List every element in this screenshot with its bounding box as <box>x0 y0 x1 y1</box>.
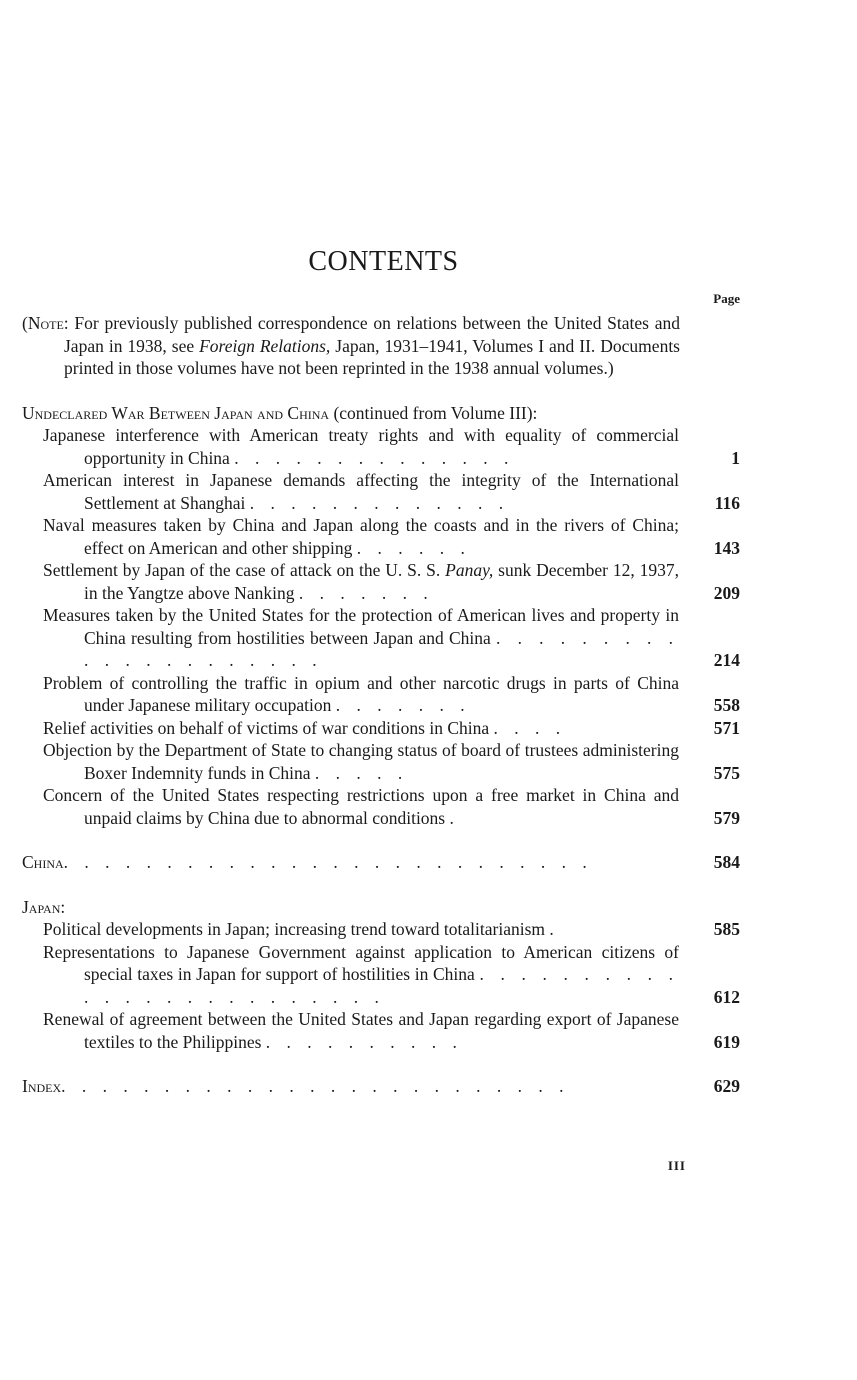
page-number: 584 <box>713 852 740 872</box>
page-title: CONTENTS <box>308 246 459 277</box>
section-index <box>22 1075 740 1098</box>
toc-entry[interactable]: Japanese interference with American treaty rights and with equality of commercial opportunity in China . . . . . . . . . . . . . . 1 <box>43 425 740 468</box>
toc-entry[interactable]: Objection by the Department of State to changing status of board of trustees administering Boxer Indemnity funds in China . . . . . 575 <box>43 740 740 783</box>
toc-entry[interactable]: Political developments in Japan; increasing trend toward totalitarianism . 585 <box>43 919 740 939</box>
section-heading: Japan: <box>22 896 66 917</box>
editorial-note: (Note: For previously published correspondence on relations between the United States and Japan in 1938, see Foreign Relations, Japan, 1931–1941, Volumes I and II. Documents printed in those volumes have not been reprinted in the 1938 annual volumes.) <box>22 313 680 378</box>
table-of-contents <box>22 312 740 1098</box>
toc-entry[interactable]: Measures taken by the United States for the protection of American lives and property in China resulting from hostilities between Japan and China . . . . . . . . . . . . . . . . . . . . . 214 <box>43 605 740 670</box>
section-china <box>22 851 740 874</box>
toc-entry-china[interactable]: China. . . . . . . . . . . . . . . . . . . . . . . . . . 584 <box>22 852 740 872</box>
page-number: 558 <box>713 695 740 715</box>
folio-page-number: III <box>667 1158 686 1173</box>
toc-entry[interactable]: Relief activities on behalf of victims of war conditions in China . . . . 571 <box>43 717 740 738</box>
page-number: 1 <box>731 447 740 468</box>
page-number: 575 <box>713 762 740 783</box>
page-number: 585 <box>713 919 740 939</box>
page-number: 116 <box>714 492 740 513</box>
toc-entry[interactable]: Settlement by Japan of the case of attack on the U. S. S. Panay, sunk December 12, 1937, in the Yangtze above Nanking . . . . . . . 209 <box>43 560 740 603</box>
toc-entry[interactable]: Concern of the United States respecting restrictions upon a free market in China and unpaid claims by China due to abnormal conditions . 579 <box>43 785 740 828</box>
toc-entry[interactable]: Renewal of agreement between the United States and Japan regarding export of Japanese textiles to the Philippines . . . . . . . . . . 619 <box>43 1009 740 1052</box>
section-heading: Undeclared War Between Japan and China (continued from Volume III): <box>22 402 538 423</box>
page-number: 579 <box>713 807 740 828</box>
section-japan <box>22 896 740 1054</box>
note-italic: Foreign Relations, <box>199 335 331 356</box>
page-number: 619 <box>713 1031 740 1052</box>
page-number: 214 <box>713 650 740 670</box>
page-number: 209 <box>713 582 740 603</box>
toc-entry[interactable]: Problem of controlling the traffic in opium and other narcotic drugs in parts of China under Japanese military occupation . . . . . . . 558 <box>43 672 740 715</box>
toc-entry[interactable]: Representations to Japanese Government against application to American citizens of special taxes in Japan for support of hostilities in China . . . . . . . . . . . . . . . . . . . . . . . . . 612 <box>43 941 740 1007</box>
toc-entry[interactable]: Naval measures taken by China and Japan along the coasts and in the rivers of China; effect on American and other shipping . . . . . . 143 <box>43 515 740 558</box>
page-number: 629 <box>713 1076 740 1096</box>
toc-entry[interactable]: American interest in Japanese demands affecting the integrity of the International Settlement at Shanghai . . . . . . . . . . . . . 116 <box>43 470 740 513</box>
page-number: 143 <box>713 537 740 558</box>
page-column-label: Page <box>713 291 740 306</box>
toc-entry-index[interactable]: Index. . . . . . . . . . . . . . . . . . . . . . . . . 629 <box>22 1076 740 1096</box>
note-label: Note: <box>27 313 69 333</box>
page-number: 612 <box>713 986 740 1007</box>
section-undeclared-war <box>22 402 740 830</box>
page-number: 571 <box>713 717 740 738</box>
